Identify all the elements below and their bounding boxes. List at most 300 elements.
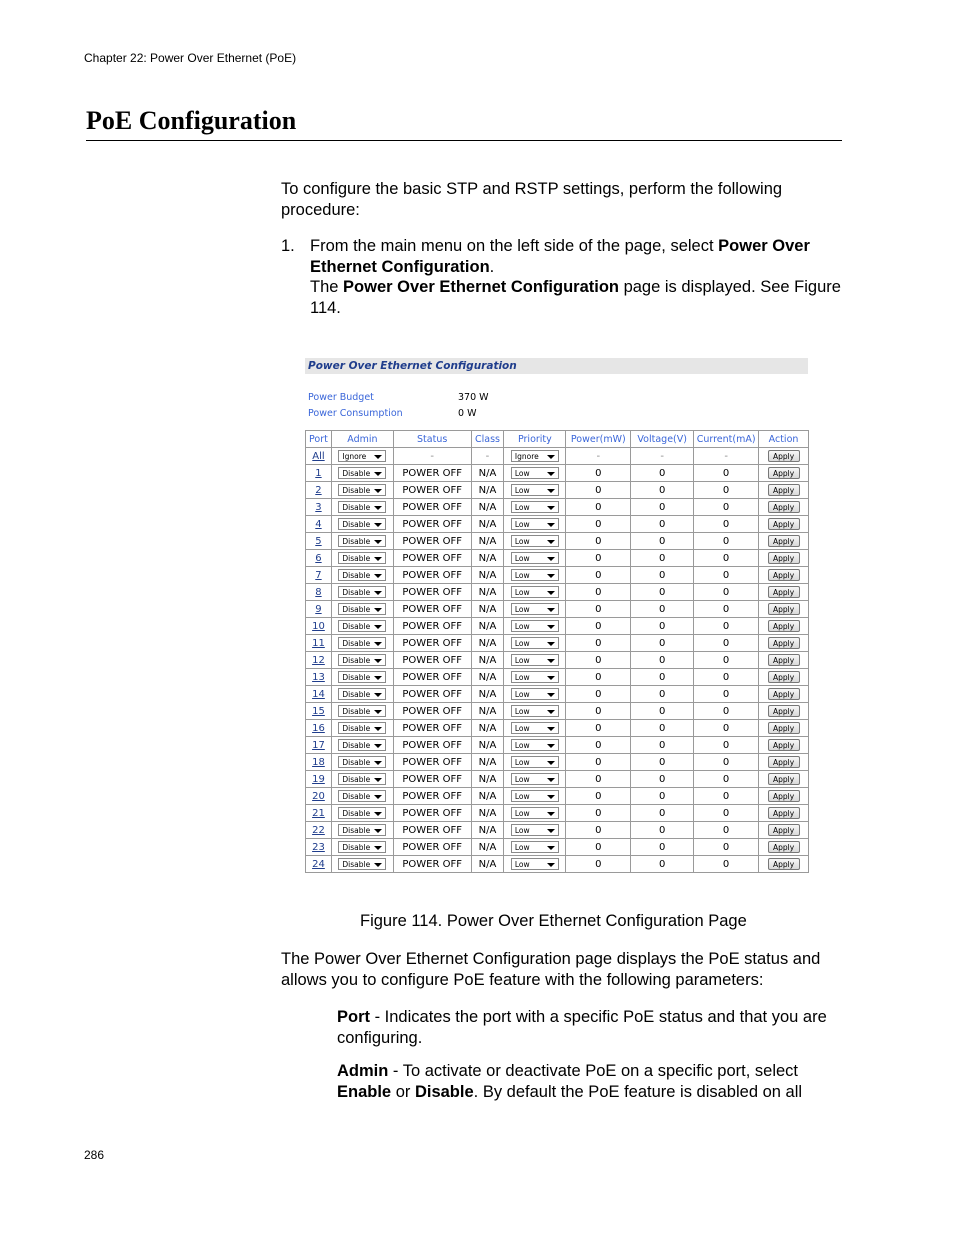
port-link[interactable]: 24 — [312, 858, 325, 870]
admin-select[interactable] — [338, 705, 386, 717]
chevron-down-icon — [374, 608, 382, 612]
current-cell: 0 — [694, 550, 759, 567]
priority-select[interactable] — [511, 654, 559, 666]
apply-button[interactable]: Apply — [768, 569, 800, 581]
voltage-cell: 0 — [631, 516, 694, 533]
action-cell — [759, 720, 809, 737]
priority-select[interactable] — [511, 773, 559, 785]
priority-select-value: Low — [514, 690, 530, 699]
admin-select-value: Disable — [342, 707, 371, 716]
admin-select-value: Disable — [342, 758, 371, 767]
priority-select-value: Low — [514, 707, 530, 716]
port-link[interactable]: 4 — [315, 518, 322, 530]
table-row — [306, 652, 809, 669]
current-cell: 0 — [694, 822, 759, 839]
admin-select[interactable] — [338, 518, 386, 530]
admin-cell — [331, 720, 393, 737]
figure-page-title: Power Over Ethernet Configuration — [305, 358, 808, 374]
port-cell[interactable] — [306, 686, 332, 703]
priority-select[interactable] — [511, 722, 559, 734]
class-cell: N/A — [471, 499, 504, 516]
class-cell: N/A — [471, 567, 504, 584]
chevron-down-icon — [547, 829, 555, 833]
action-cell — [759, 703, 809, 720]
voltage-cell: - — [631, 448, 694, 465]
power-cell: 0 — [566, 516, 631, 533]
apply-button[interactable]: Apply — [768, 807, 800, 819]
power-consumption-value: 0 W — [458, 408, 477, 419]
priority-select-value: Low — [514, 639, 530, 648]
class-cell: N/A — [471, 584, 504, 601]
admin-cell — [331, 686, 393, 703]
table-body — [306, 448, 809, 873]
admin-cell — [331, 533, 393, 550]
class-cell: N/A — [471, 686, 504, 703]
priority-select[interactable] — [511, 637, 559, 649]
apply-button[interactable]: Apply — [768, 773, 800, 785]
admin-cell — [331, 635, 393, 652]
table-row — [306, 788, 809, 805]
chevron-down-icon — [374, 472, 382, 476]
port-cell[interactable] — [306, 703, 332, 720]
status-cell: POWER OFF — [393, 754, 471, 771]
chevron-down-icon — [547, 557, 555, 561]
priority-cell — [504, 652, 566, 669]
admin-select[interactable] — [338, 637, 386, 649]
priority-select[interactable] — [511, 790, 559, 802]
port-link[interactable]: 9 — [315, 603, 322, 615]
priority-select-value: Low — [514, 656, 530, 665]
port-cell[interactable] — [306, 856, 332, 873]
admin-select[interactable] — [338, 603, 386, 615]
power-consumption-label: Power Consumption — [308, 408, 403, 419]
param-admin-desc-2: . By default the PoE feature is disabled on all — [473, 1082, 803, 1101]
port-cell[interactable] — [306, 567, 332, 584]
apply-button[interactable]: Apply — [768, 603, 800, 615]
table-row — [306, 669, 809, 686]
admin-select-value: Disable — [342, 809, 371, 818]
priority-select[interactable] — [511, 518, 559, 530]
priority-cell — [504, 822, 566, 839]
admin-select[interactable] — [338, 688, 386, 700]
port-link[interactable]: 14 — [312, 688, 325, 700]
admin-cell — [331, 652, 393, 669]
admin-select[interactable] — [338, 722, 386, 734]
apply-button[interactable]: Apply — [768, 705, 800, 717]
class-cell: N/A — [471, 805, 504, 822]
current-cell: 0 — [694, 856, 759, 873]
priority-select-value: Low — [514, 503, 530, 512]
chevron-down-icon — [374, 540, 382, 544]
action-cell — [759, 754, 809, 771]
priority-select-value: Low — [514, 571, 530, 580]
port-cell[interactable] — [306, 499, 332, 516]
priority-select-value: Low — [514, 775, 530, 784]
voltage-cell: 0 — [631, 754, 694, 771]
current-cell: 0 — [694, 584, 759, 601]
port-cell[interactable] — [306, 482, 332, 499]
action-cell — [759, 448, 809, 465]
priority-cell — [504, 635, 566, 652]
admin-select-value: Disable — [342, 775, 371, 784]
column-header-action: Action — [759, 431, 809, 448]
current-cell: 0 — [694, 601, 759, 618]
action-cell — [759, 669, 809, 686]
priority-select[interactable] — [511, 841, 559, 853]
admin-select-value: Disable — [342, 622, 371, 631]
priority-select[interactable] — [511, 824, 559, 836]
port-link[interactable]: 1 — [315, 467, 322, 479]
power-cell: 0 — [566, 499, 631, 516]
power-cell: 0 — [566, 618, 631, 635]
priority-select[interactable] — [511, 569, 559, 581]
admin-select-value: Disable — [342, 537, 371, 546]
port-link[interactable]: 18 — [312, 756, 325, 768]
chevron-down-icon — [547, 676, 555, 680]
apply-button[interactable]: Apply — [768, 637, 800, 649]
port-cell[interactable] — [306, 822, 332, 839]
priority-select-value: Low — [514, 673, 530, 682]
port-link[interactable]: 15 — [312, 705, 325, 717]
column-header-port: Port — [306, 431, 332, 448]
port-cell[interactable] — [306, 448, 332, 465]
chevron-down-icon — [547, 574, 555, 578]
action-cell — [759, 499, 809, 516]
apply-button[interactable]: Apply — [768, 858, 800, 870]
apply-button[interactable]: Apply — [768, 518, 800, 530]
port-link[interactable]: 11 — [312, 637, 325, 649]
port-link[interactable]: 2 — [315, 484, 322, 496]
admin-select-value: Disable — [342, 673, 371, 682]
voltage-cell: 0 — [631, 567, 694, 584]
port-cell[interactable] — [306, 669, 332, 686]
port-cell[interactable] — [306, 465, 332, 482]
priority-select[interactable] — [511, 671, 559, 683]
port-link[interactable]: 23 — [312, 841, 325, 853]
admin-select[interactable] — [338, 501, 386, 513]
priority-cell — [504, 754, 566, 771]
priority-select[interactable] — [511, 705, 559, 717]
param-port-desc: - Indicates the port with a specific PoE status and that you are configuring. — [337, 1008, 827, 1047]
port-cell[interactable] — [306, 618, 332, 635]
power-cell: 0 — [566, 533, 631, 550]
chevron-down-icon — [374, 693, 382, 697]
admin-select[interactable] — [338, 654, 386, 666]
chevron-down-icon — [547, 863, 555, 867]
power-cell: 0 — [566, 839, 631, 856]
apply-button[interactable]: Apply — [768, 722, 800, 734]
priority-select[interactable] — [511, 467, 559, 479]
apply-button[interactable]: Apply — [768, 501, 800, 513]
table-row — [306, 499, 809, 516]
admin-cell — [331, 550, 393, 567]
power-cell: 0 — [566, 805, 631, 822]
port-link[interactable]: 3 — [315, 501, 322, 513]
port-link[interactable]: 6 — [315, 552, 322, 564]
priority-select[interactable] — [511, 501, 559, 513]
port-cell[interactable] — [306, 737, 332, 754]
port-link[interactable]: All — [312, 450, 325, 462]
param-admin-enable: Enable — [337, 1082, 392, 1101]
priority-select[interactable] — [511, 450, 559, 462]
priority-select[interactable] — [511, 807, 559, 819]
table-row-all — [306, 448, 809, 465]
table-row — [306, 601, 809, 618]
apply-button[interactable]: Apply — [768, 535, 800, 547]
apply-button[interactable]: Apply — [768, 484, 800, 496]
port-cell[interactable] — [306, 754, 332, 771]
poe-port-table — [305, 430, 809, 873]
admin-select[interactable] — [338, 569, 386, 581]
current-cell: 0 — [694, 686, 759, 703]
chevron-down-icon — [374, 489, 382, 493]
priority-cell — [504, 720, 566, 737]
chevron-down-icon — [547, 591, 555, 595]
power-cell: 0 — [566, 465, 631, 482]
port-cell[interactable] — [306, 805, 332, 822]
step-line2-post: page is displayed. See Figure 114. — [310, 278, 841, 317]
current-cell: 0 — [694, 703, 759, 720]
power-cell: 0 — [566, 584, 631, 601]
class-cell: N/A — [471, 601, 504, 618]
status-cell: POWER OFF — [393, 584, 471, 601]
admin-cell — [331, 448, 393, 465]
apply-button[interactable]: Apply — [768, 790, 800, 802]
priority-cell — [504, 567, 566, 584]
status-cell: POWER OFF — [393, 771, 471, 788]
admin-select[interactable] — [338, 773, 386, 785]
port-cell[interactable] — [306, 550, 332, 567]
priority-select[interactable] — [511, 620, 559, 632]
chevron-down-icon — [547, 761, 555, 765]
port-link[interactable]: 21 — [312, 807, 325, 819]
admin-select[interactable] — [338, 484, 386, 496]
priority-select[interactable] — [511, 603, 559, 615]
admin-select[interactable] — [338, 535, 386, 547]
current-cell: 0 — [694, 567, 759, 584]
port-cell[interactable] — [306, 533, 332, 550]
port-link[interactable]: 16 — [312, 722, 325, 734]
apply-button[interactable]: Apply — [768, 620, 800, 632]
priority-select[interactable] — [511, 739, 559, 751]
admin-select[interactable] — [338, 620, 386, 632]
admin-select[interactable] — [338, 739, 386, 751]
voltage-cell: 0 — [631, 533, 694, 550]
apply-button[interactable]: Apply — [768, 739, 800, 751]
apply-button[interactable]: Apply — [768, 841, 800, 853]
admin-select[interactable] — [338, 756, 386, 768]
chevron-down-icon — [374, 659, 382, 663]
port-link[interactable]: 19 — [312, 773, 325, 785]
current-cell: 0 — [694, 533, 759, 550]
priority-select[interactable] — [511, 552, 559, 564]
admin-cell — [331, 839, 393, 856]
status-cell: POWER OFF — [393, 669, 471, 686]
voltage-cell: 0 — [631, 584, 694, 601]
current-cell: 0 — [694, 482, 759, 499]
voltage-cell: 0 — [631, 465, 694, 482]
port-link[interactable]: 8 — [315, 586, 322, 598]
param-admin-or: or — [391, 1082, 415, 1101]
priority-select-value: Low — [514, 554, 530, 563]
current-cell: 0 — [694, 618, 759, 635]
table-row — [306, 635, 809, 652]
admin-select[interactable] — [338, 552, 386, 564]
apply-button[interactable]: Apply — [768, 450, 800, 462]
admin-select[interactable] — [338, 807, 386, 819]
apply-button[interactable]: Apply — [768, 756, 800, 768]
priority-cell — [504, 669, 566, 686]
column-header-priority: Priority — [504, 431, 566, 448]
port-link[interactable]: 22 — [312, 824, 325, 836]
priority-select-value: Low — [514, 758, 530, 767]
admin-cell — [331, 771, 393, 788]
action-cell — [759, 601, 809, 618]
apply-button[interactable]: Apply — [768, 467, 800, 479]
admin-select-value: Disable — [342, 741, 371, 750]
port-link[interactable]: 5 — [315, 535, 322, 547]
priority-select-value: Low — [514, 588, 530, 597]
status-cell: POWER OFF — [393, 720, 471, 737]
step-line1-post: . — [489, 257, 495, 276]
admin-select[interactable] — [338, 450, 386, 462]
current-cell: 0 — [694, 754, 759, 771]
priority-select[interactable] — [511, 484, 559, 496]
voltage-cell: 0 — [631, 703, 694, 720]
port-link[interactable]: 10 — [312, 620, 325, 632]
class-cell: N/A — [471, 720, 504, 737]
priority-cell — [504, 805, 566, 822]
power-cell: 0 — [566, 788, 631, 805]
port-cell[interactable] — [306, 635, 332, 652]
apply-button[interactable]: Apply — [768, 552, 800, 564]
figure-caption: Figure 114. Power Over Ethernet Configuration Page — [360, 912, 747, 930]
admin-select[interactable] — [338, 858, 386, 870]
admin-select-value: Disable — [342, 605, 371, 614]
class-cell: N/A — [471, 737, 504, 754]
step-line1-pre: From the main menu on the left side of the page, select — [310, 237, 719, 255]
step-line2-bold: Power Over Ethernet Configuration — [343, 278, 619, 296]
port-cell[interactable] — [306, 584, 332, 601]
description-paragraph: The Power Over Ethernet Configuration page displays the PoE status and allows you to configure PoE feature with the following parameters: — [281, 950, 821, 989]
apply-button[interactable]: Apply — [768, 654, 800, 666]
priority-cell — [504, 703, 566, 720]
chevron-down-icon — [374, 863, 382, 867]
apply-button[interactable]: Apply — [768, 688, 800, 700]
priority-select[interactable] — [511, 688, 559, 700]
chevron-down-icon — [374, 795, 382, 799]
status-cell: POWER OFF — [393, 856, 471, 873]
priority-select-value: Low — [514, 860, 530, 869]
priority-cell — [504, 788, 566, 805]
apply-button[interactable]: Apply — [768, 671, 800, 683]
class-cell: - — [471, 448, 504, 465]
admin-select-value: Disable — [342, 860, 371, 869]
table-row — [306, 584, 809, 601]
table-row — [306, 839, 809, 856]
admin-select[interactable] — [338, 586, 386, 598]
power-cell: 0 — [566, 652, 631, 669]
power-cell: 0 — [566, 482, 631, 499]
class-cell: N/A — [471, 839, 504, 856]
priority-select-value: Low — [514, 486, 530, 495]
admin-cell — [331, 567, 393, 584]
class-cell: N/A — [471, 703, 504, 720]
current-cell: 0 — [694, 737, 759, 754]
table-row — [306, 754, 809, 771]
table-row — [306, 720, 809, 737]
port-cell[interactable] — [306, 788, 332, 805]
port-cell[interactable] — [306, 839, 332, 856]
priority-select[interactable] — [511, 535, 559, 547]
priority-cell — [504, 839, 566, 856]
admin-select[interactable] — [338, 790, 386, 802]
apply-button[interactable]: Apply — [768, 586, 800, 598]
column-header-current: Current(mA) — [694, 431, 759, 448]
chevron-down-icon — [547, 608, 555, 612]
status-cell: POWER OFF — [393, 805, 471, 822]
port-cell[interactable] — [306, 720, 332, 737]
chevron-down-icon — [374, 574, 382, 578]
admin-select[interactable] — [338, 467, 386, 479]
admin-select-value: Disable — [342, 571, 371, 580]
admin-select-value: Disable — [342, 792, 371, 801]
step-line1-bold: Power Over Ethernet Configuration — [310, 237, 810, 276]
voltage-cell: 0 — [631, 618, 694, 635]
action-cell — [759, 618, 809, 635]
section-title: PoE Configuration — [86, 106, 297, 135]
power-cell: 0 — [566, 686, 631, 703]
table-row — [306, 567, 809, 584]
chevron-down-icon — [374, 523, 382, 527]
priority-select-value: Low — [514, 520, 530, 529]
admin-select[interactable] — [338, 671, 386, 683]
chevron-down-icon — [547, 744, 555, 748]
port-cell[interactable] — [306, 601, 332, 618]
port-cell[interactable] — [306, 652, 332, 669]
action-cell — [759, 533, 809, 550]
param-admin-desc-1: - To activate or deactivate PoE on a specific port, select — [388, 1062, 798, 1080]
admin-cell — [331, 703, 393, 720]
table-row — [306, 805, 809, 822]
port-cell[interactable] — [306, 516, 332, 533]
class-cell: N/A — [471, 788, 504, 805]
action-cell — [759, 652, 809, 669]
action-cell — [759, 635, 809, 652]
priority-select[interactable] — [511, 756, 559, 768]
admin-select[interactable] — [338, 841, 386, 853]
priority-select[interactable] — [511, 586, 559, 598]
admin-select-value: Disable — [342, 503, 371, 512]
priority-cell — [504, 550, 566, 567]
priority-select[interactable] — [511, 858, 559, 870]
status-cell: POWER OFF — [393, 618, 471, 635]
power-cell: 0 — [566, 669, 631, 686]
admin-select[interactable] — [338, 824, 386, 836]
admin-cell — [331, 516, 393, 533]
port-link[interactable]: 7 — [315, 569, 322, 581]
chevron-down-icon — [547, 625, 555, 629]
port-link[interactable]: 20 — [312, 790, 325, 802]
port-link[interactable]: 17 — [312, 739, 325, 751]
chevron-down-icon — [374, 625, 382, 629]
apply-button[interactable]: Apply — [768, 824, 800, 836]
port-link[interactable]: 13 — [312, 671, 325, 683]
port-link[interactable]: 12 — [312, 654, 325, 666]
port-cell[interactable] — [306, 771, 332, 788]
class-cell: N/A — [471, 856, 504, 873]
current-cell: 0 — [694, 499, 759, 516]
